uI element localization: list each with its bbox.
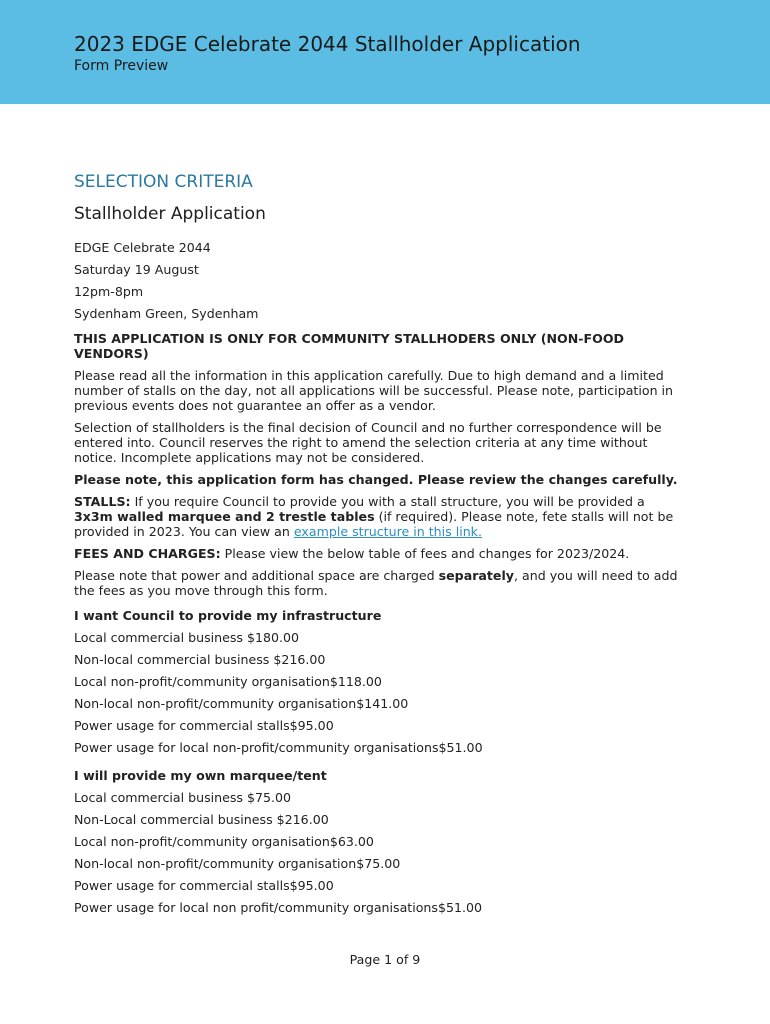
stalls-text: If you require Council to provide you with a stall structure, you will be provided a (130, 494, 645, 509)
form-preview-label: Form Preview (74, 58, 169, 74)
document-content (74, 170, 684, 919)
page-subtitle: Stallholder Application (74, 204, 266, 224)
fee-item: Power usage for commercial stalls$95.00 (74, 718, 334, 733)
info-paragraph: Please read all the information in this application carefully. Due to high demand and a limited number of stalls on the day, not all applications will be successful. Please note, participation in previous events does not guarantee an offer as a vendor. (74, 368, 674, 413)
event-line: 12pm-8pm (74, 284, 144, 299)
council-infrastructure-heading: I want Council to provide my infrastructure (74, 608, 382, 623)
stalls-paragraph (74, 494, 684, 539)
section-title: SELECTION CRITERIA (74, 172, 253, 192)
fees-label: FEES AND CHARGES: (74, 546, 221, 561)
fee-item: Power usage for local non profit/community organisations$51.00 (74, 900, 483, 915)
fee-item: Non-local non-profit/community organisation$75.00 (74, 856, 401, 871)
fee-item: Non-Local commercial business $216.00 (74, 812, 329, 827)
header-banner (0, 0, 770, 104)
fees-text: Please view the below table of fees and changes for 2023/2024. (220, 546, 630, 561)
fee-item: Power usage for local non-profit/community organisations$51.00 (74, 740, 483, 755)
power-note-text: Please note that power and additional space are charged (74, 568, 439, 583)
power-note-text-cont: , and you will need to add the fees as you move through this form. (74, 568, 678, 598)
fee-item: Non-local commercial business $216.00 (74, 652, 326, 667)
fee-item: Non-local non-profit/community organisation$141.00 (74, 696, 409, 711)
stalls-structure: 3x3m walled marquee and 2 trestle tables (74, 509, 375, 524)
page-number: Page 1 of 9 (349, 952, 421, 967)
event-line: Sydenham Green, Sydenham (74, 306, 259, 321)
fee-item: Local non-profit/community organisation$118.00 (74, 674, 382, 689)
power-note-paragraph (74, 568, 684, 598)
notice-heading: THIS APPLICATION IS ONLY FOR COMMUNITY STALLHODERS ONLY (NON-FOOD VENDORS) (74, 331, 624, 361)
power-note-separately: separately (438, 568, 514, 583)
selection-paragraph: Selection of stallholders is the final decision of Council and no further correspondence will be entered into. Council reserves the right to amend the selection criteria at any time without notice. Incomplete applications may not be considered. (74, 420, 662, 465)
event-line: Saturday 19 August (74, 262, 199, 277)
changed-notice: Please note, this application form has changed. Please review the changes carefully. (74, 472, 678, 487)
stalls-label: STALLS: (74, 494, 131, 509)
stalls-text-cont: (if required). Please note, fete stalls will not be provided in 2023. You can view an (74, 509, 674, 539)
example-structure-link[interactable]: example structure in this link. (293, 524, 482, 539)
fees-paragraph (74, 546, 684, 561)
form-title: 2023 EDGE Celebrate 2044 Stallholder Application (74, 32, 581, 56)
fee-item: Local commercial business $75.00 (74, 790, 292, 805)
own-marquee-heading: I will provide my own marquee/tent (74, 768, 327, 783)
fee-item: Local commercial business $180.00 (74, 630, 300, 645)
event-line: EDGE Celebrate 2044 (74, 240, 211, 255)
fee-item: Local non-profit/community organisation$63.00 (74, 834, 374, 849)
fee-item: Power usage for commercial stalls$95.00 (74, 878, 334, 893)
